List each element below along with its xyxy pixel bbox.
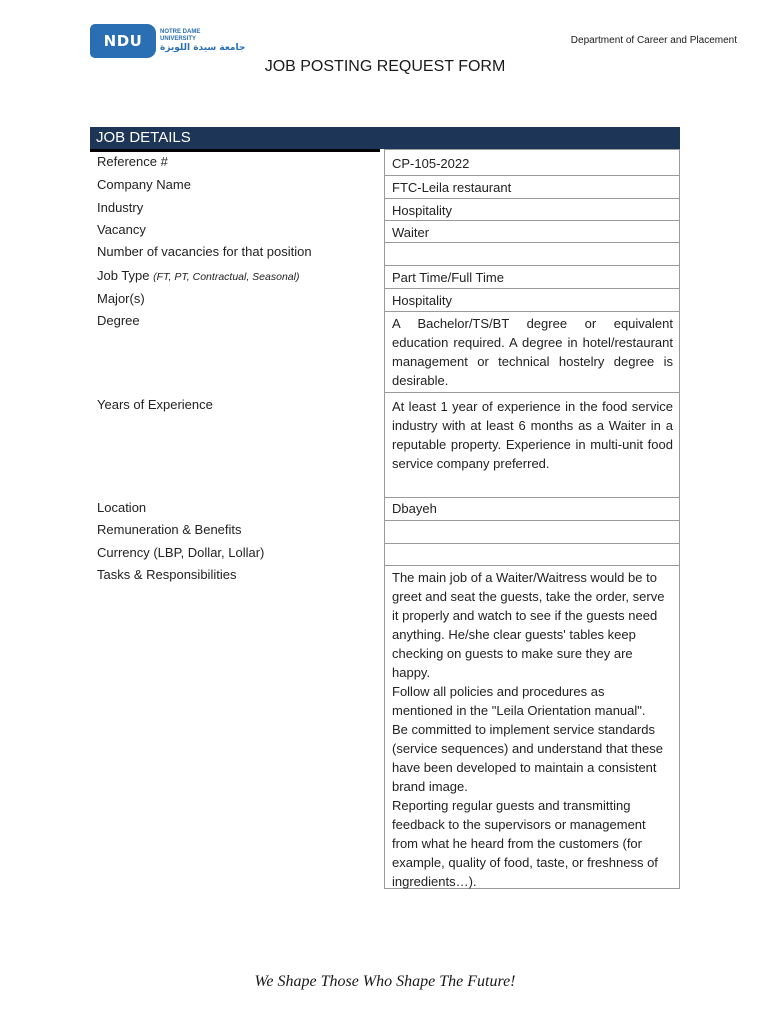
header-underline [90, 149, 380, 152]
form-title: JOB POSTING REQUEST FORM [264, 58, 506, 75]
field-industry: Hospitality [384, 199, 680, 221]
label-job-type [97, 268, 299, 283]
label-degree: Degree [97, 313, 140, 328]
department-name: Department of Career and Placement [570, 35, 737, 46]
label-industry: Industry [97, 200, 144, 215]
field-location: Dbayeh [384, 498, 680, 521]
field-reference: CP-105-2022 [384, 149, 680, 176]
logo-text [160, 29, 245, 54]
label-tasks: Tasks & Responsibilities [97, 567, 237, 582]
label-location: Location [97, 500, 147, 515]
logo-name-line1: NOTRE DAME [160, 28, 201, 35]
field-tasks: The main job of a Waiter/Waitress would be to greet and seat the guests, take the order, serve it properly and watch to see if the guests need anything. He/she clear guests' tables keep checking on guests to make sure they are happy. Follow all policies and procedures as mentioned in the "Leila Orientation manual". Be committed to implement service standards (service sequences) and understand that these have been developed to maintain a consistent brand image. Reporting regular guests and transmitting feedback to the supervisors or management from what he heard from the customers (for example, quality of food, taste, or freshness of ingredients…). [384, 566, 680, 889]
field-number-of-vacancies [384, 243, 680, 266]
field-vacancy: Waiter [384, 221, 680, 243]
field-years-of-experience: At least 1 year of experience in the food service industry with at least 6 months as a Waiter in a reputable property. Experience in multi-unit food service company preferred. [384, 393, 680, 498]
label-number-of-vacancies: Number of vacancies for that position [97, 244, 312, 259]
logo-badge: NDU [90, 24, 156, 58]
label-years-of-experience: Years of Experience [97, 397, 213, 412]
field-degree: A Bachelor/TS/BT degree or equivalent education required. A degree in hotel/restaurant management or technical hostelry degree is desirable. [384, 312, 680, 393]
logo-name-line2: UNIVERSITY [160, 35, 197, 42]
field-majors: Hospitality [384, 289, 680, 312]
label-job-type-text: Job Type [97, 268, 150, 283]
label-company-name: Company Name [97, 177, 191, 192]
field-remuneration [384, 521, 680, 544]
label-remuneration: Remuneration & Benefits [97, 522, 242, 537]
field-company-name: FTC-Leila restaurant [384, 176, 680, 199]
field-job-type: Part Time/Full Time [384, 266, 680, 289]
footer-slogan: We Shape Those Who Shape The Future! [254, 973, 516, 990]
section-header-job-details: JOB DETAILS [90, 127, 680, 149]
label-reference: Reference # [97, 154, 168, 169]
label-job-type-hint: (FT, PT, Contractual, Seasonal) [153, 271, 300, 283]
logo-arabic-name: جامعة سيدة اللويزة [160, 42, 246, 53]
university-logo [90, 24, 245, 58]
label-majors: Major(s) [97, 291, 145, 306]
field-currency [384, 544, 680, 566]
label-currency: Currency (LBP, Dollar, Lollar) [97, 545, 265, 560]
label-vacancy: Vacancy [97, 222, 146, 237]
